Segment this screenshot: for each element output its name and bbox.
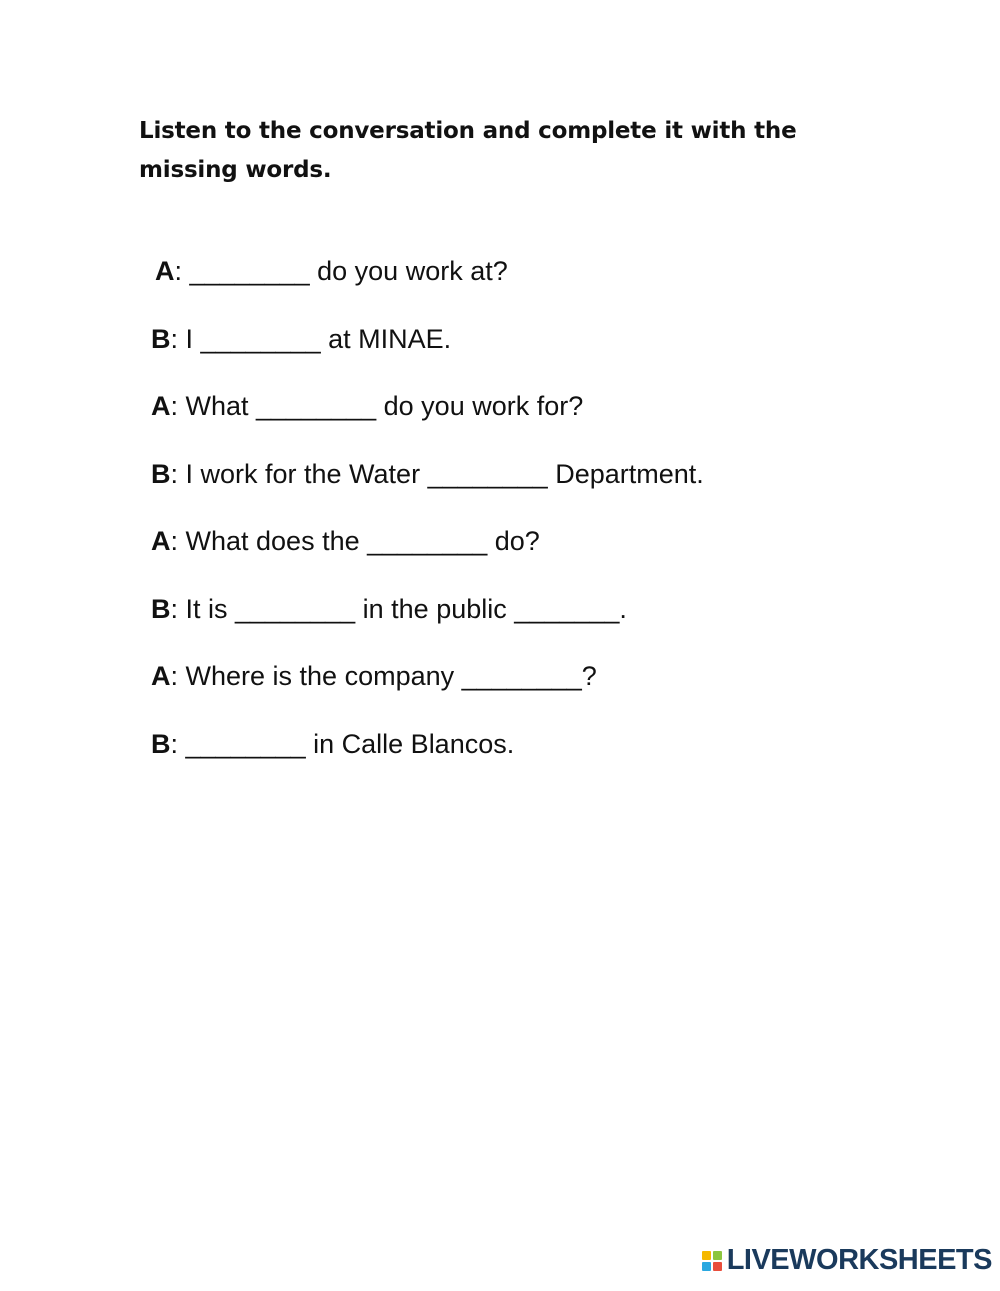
- dialogue-line: [151, 385, 704, 453]
- dialogue-line: [151, 453, 704, 521]
- logo-text: LIVEWORKSHEETS: [726, 1244, 992, 1276]
- logo-block: [702, 1262, 711, 1271]
- dialogue-line: [151, 318, 704, 386]
- dialogue-text: : Where is the company ________?: [170, 661, 597, 691]
- speaker-label: B: [151, 323, 171, 354]
- dialogue-line: [151, 655, 704, 723]
- instructions-text: Listen to the conversation and complete it with the missing words.: [139, 118, 797, 183]
- dialogue-text: : ________ in Calle Blancos.: [170, 728, 515, 759]
- logo-blocks-icon: [702, 1251, 722, 1271]
- dialogue-text: : It is ________ in the public _______.: [170, 593, 627, 624]
- speaker-label: B: [151, 458, 171, 489]
- dialogue-text: : ________ do you work at?: [174, 256, 508, 286]
- dialogue-list: [151, 250, 704, 790]
- speaker-label: A: [151, 391, 171, 421]
- dialogue-text: : What ________ do you work for?: [170, 391, 584, 421]
- logo-block: [713, 1251, 722, 1260]
- logo-block: [713, 1262, 722, 1271]
- dialogue-text: : I work for the Water ________ Department.: [170, 458, 704, 489]
- logo-block: [702, 1251, 711, 1260]
- dialogue-line: [151, 588, 704, 656]
- speaker-label: B: [151, 593, 171, 624]
- speaker-label: A: [151, 661, 171, 691]
- speaker-label: A: [155, 256, 175, 286]
- dialogue-line: [151, 520, 704, 588]
- dialogue-text: : I ________ at MINAE.: [170, 323, 452, 354]
- dialogue-text: : What does the ________ do?: [170, 526, 540, 556]
- speaker-label: A: [151, 526, 171, 556]
- liveworksheets-logo: [702, 1244, 992, 1277]
- speaker-label: B: [151, 728, 171, 759]
- dialogue-line: [151, 723, 704, 791]
- dialogue-line: [151, 250, 704, 318]
